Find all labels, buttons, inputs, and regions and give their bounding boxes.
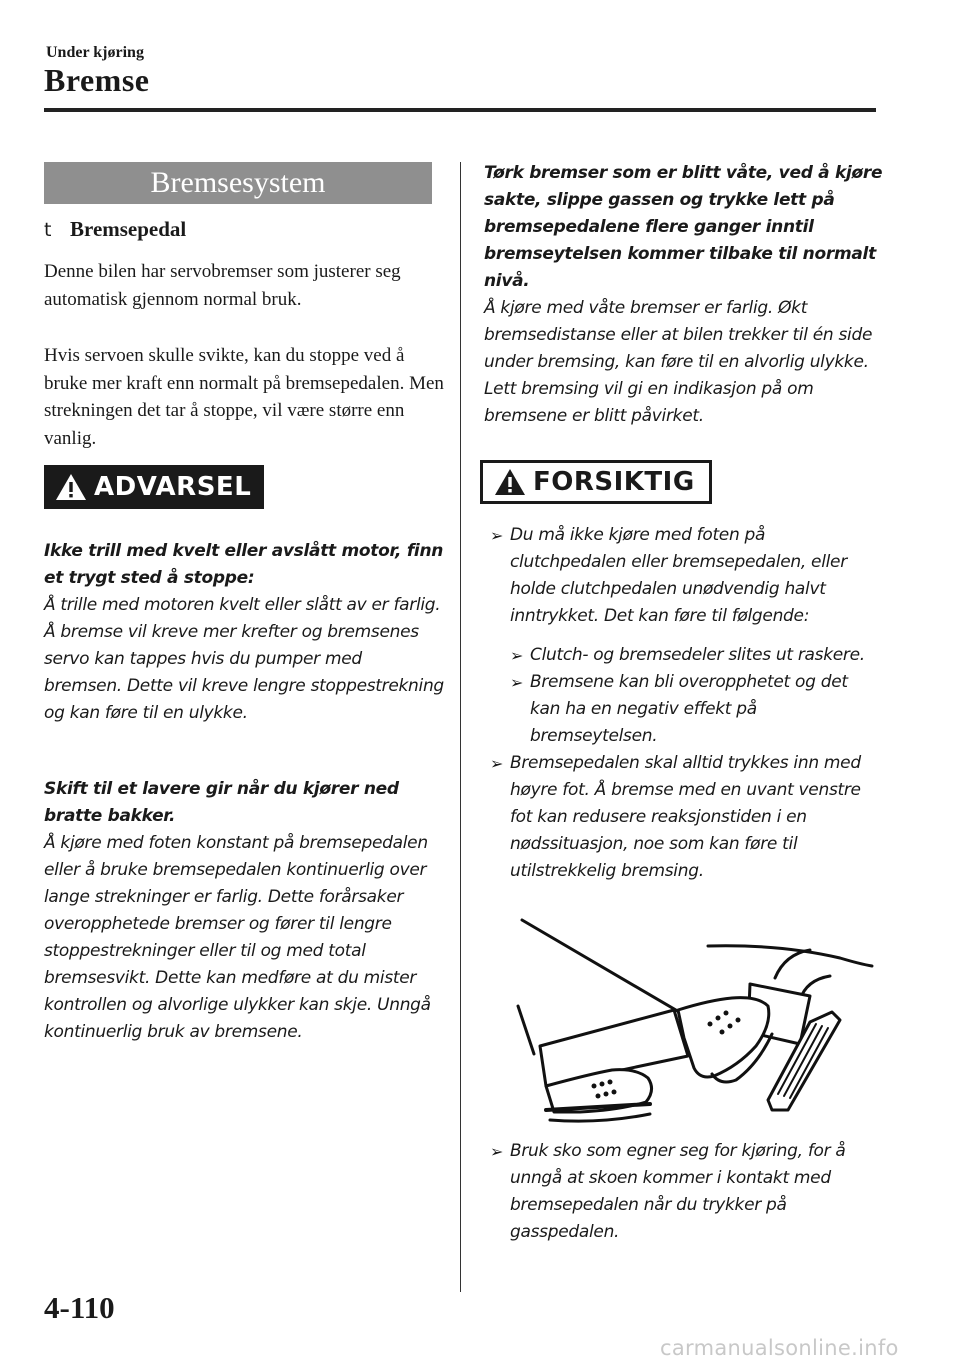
warning-item-body: Å trille med motoren kvelt eller slått av er farlig. Å bremse vil kreve mer krefter og bremsenes servo kan tappes hvis du pumper med bremsen. Dette vil kreve lengre stoppestrekning og kan føre til en ulykke. <box>44 595 444 723</box>
pedal-feet-illustration <box>510 914 880 1136</box>
intro-paragraph: Denne bilen har servobremser som justerer seg automatisk gjennom normal bruk. <box>44 261 401 310</box>
warning-badge <box>44 465 264 509</box>
warning-item-title: Skift til et lavere gir når du kjører ned bratte bakker. <box>44 779 399 826</box>
page-title: Bremse <box>44 62 150 98</box>
caution-triangle-icon <box>493 467 527 497</box>
breadcrumb: Under kjøring <box>46 44 144 61</box>
caution-sub-bullet: ➢ Bremsene kan bli overopphetet og det kan ha en negativ effekt på bremseytelsen. <box>490 669 880 750</box>
warning-label: ADVARSEL <box>94 472 252 502</box>
caution-badge <box>480 460 712 504</box>
caution-label: FORSIKTIG <box>533 467 695 497</box>
arrow-bullet-icon: ➢ <box>490 1142 504 1161</box>
warning-item <box>44 776 444 1046</box>
subheading-text: Bremsepedal <box>70 217 187 241</box>
arrow-bullet-icon: ➢ <box>490 754 504 773</box>
arrow-bullet-icon: ➢ <box>510 646 524 665</box>
warning-item <box>484 160 884 430</box>
failure-paragraph: Hvis servoen skulle svikte, kan du stoppe ved å bruke mer kraft enn normalt på bremsepedalen. Men strekningen det tar å stoppe, vil være større enn vanlig. <box>44 345 444 449</box>
caution-bullet: ➢ Bremsepedalen skal alltid trykkes inn med høyre fot. Å bremse med en uvant venstre fot kan redusere reaksjonstiden i en nødssituasjon, noe som kan føre til utilstrekkelig bremsing. <box>490 750 880 885</box>
warning-item-body: Å kjøre med våte bremser er farlig. Økt bremsedistanse eller at bilen trekker til én side under bremsing, kan føre til en alvorlig ulykke. Lett bremsing vil gi en indikasjon på om bremsene er blitt påvirket. <box>484 298 873 426</box>
caution-list <box>490 1138 880 1246</box>
subheading-marker: t <box>44 219 52 241</box>
column-divider <box>460 162 461 1292</box>
warning-item-title: Ikke trill med kvelt eller avslått motor, finn et trygt sted å stoppe: <box>44 541 444 588</box>
subheading <box>44 217 186 242</box>
header-rule <box>44 108 876 112</box>
warning-triangle-icon <box>54 472 88 502</box>
caution-list <box>490 522 880 885</box>
caution-bullet: ➢ Du må ikke kjøre med foten på clutchpedalen eller bremsepedalen, eller holde clutchpedalen unødvendig halvt inntrykket. Det kan føre til følgende: <box>490 522 880 630</box>
warning-item-body: Å kjøre med foten konstant på bremsepedalen eller å bruke bremsepedalen kontinuerlig over lange strekninger er farlig. Dette forårsaker overopphetede bremser og fører til lengre stoppestrekninger eller til og med total bremsesvikt. Dette kan medføre at du mister kontrollen og alvorlige ulykker kan skje. Unngå kontinuerlig bruk av bremsene. <box>44 833 431 1042</box>
page-number: 4-110 <box>44 1290 115 1325</box>
arrow-bullet-icon: ➢ <box>510 673 524 692</box>
warning-item <box>44 538 444 727</box>
watermark: carmanualsonline.info <box>660 1336 899 1360</box>
section-banner: Bremsesystem <box>44 162 432 204</box>
arrow-bullet-icon: ➢ <box>490 526 504 545</box>
warning-item-title: Tørk bremser som er blitt våte, ved å kjøre sakte, slippe gassen og trykke lett på bremsepedalene flere ganger inntil bremseytelsen kommer tilbake til normalt nivå. <box>484 163 883 291</box>
caution-bullet: ➢ Bruk sko som egner seg for kjøring, for å unngå at skoen kommer i kontakt med bremsepedalen når du trykker på gasspedalen. <box>490 1138 880 1246</box>
caution-sub-bullet: ➢ Clutch- og bremsedeler slites ut raskere. <box>490 642 880 669</box>
